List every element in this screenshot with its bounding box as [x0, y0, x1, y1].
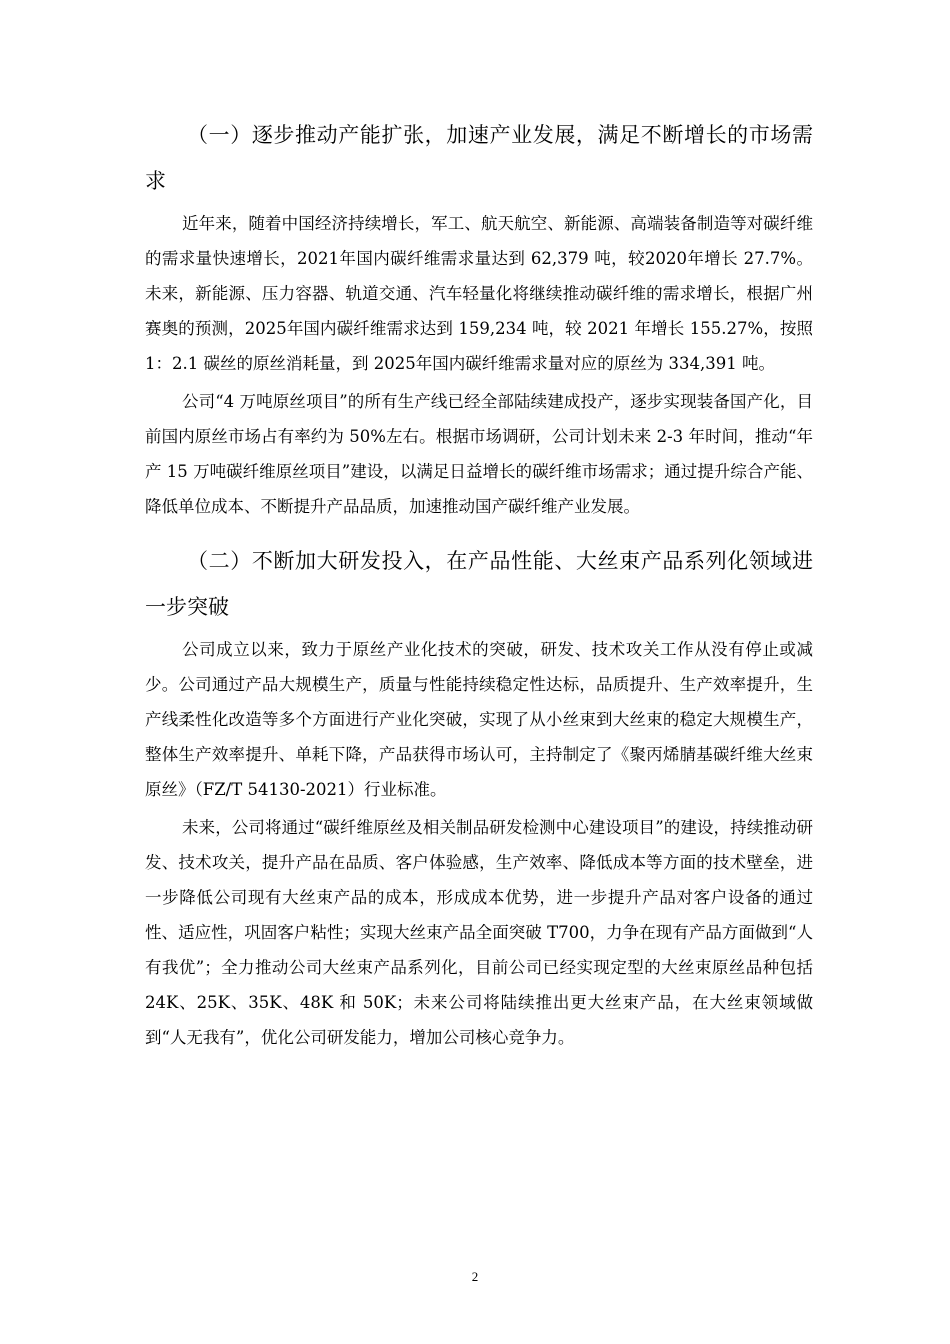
section-heading-2: （二）不断加大研发投入，在产品性能、大丝束产品系列化领域进一步突破 — [145, 549, 813, 619]
paragraph-rd-future: 未来，公司将通过“碳纤维原丝及相关制品研发检测中心建设项目”的建设，持续推动研发、技术攻关，提升产品在品质、客户体验感，生产效率、降低成本等方面的技术壁垒，进一步降低公司现有大丝束产品的成本，形成成本优势，进一步提升产品对客户设备的通过性、适应性，巩固客户粘性；实现大丝束产品全面突破 T700，力争在现有产品方面做到“人有我优”；全力推动公司大丝束产品系列化，目前公司已经实现定型的大丝束原丝品种包括24K、25K、35K、48K 和 50K；未来公司将陆续推出更大丝束产品，在大丝束领域做到“人无我有”，优化公司研发能力，增加公司核心竞争力。 — [145, 818, 813, 1047]
paragraph-capacity-plan: 公司“4 万吨原丝项目”的所有生产线已经全部陆续建成投产，逐步实现装备国产化，目前国内原丝市场占有率约为 50%左右。根据市场调研，公司计划未来 2-3 年时间，推动“年产 15 万吨碳纤维原丝项目”建设，以满足日益增长的碳纤维市场需求；通过提升综合产能、降低单位成本、不断提升产品品质，加速推动国产碳纤维产业发展。 — [145, 392, 813, 516]
section-heading-1: （一）逐步推动产能扩张，加速产业发展，满足不断增长的市场需求 — [145, 123, 813, 193]
paragraph-rd-history: 公司成立以来，致力于原丝产业化技术的突破，研发、技术攻关工作从没有停止或减少。公司通过产品大规模生产，质量与性能持续稳定性达标，品质提升、生产效率提升，生产线柔性化改造等多个方面进行产业化突破，实现了从小丝束到大丝束的稳定大规模生产，整体生产效率提升、单耗下降，产品获得市场认可，主持制定了《聚丙烯腈基碳纤维大丝束原丝》（FZ/T 54130-2021）行业标准。 — [145, 640, 813, 799]
page-number: 2 — [471, 1269, 479, 1284]
document-body — [145, 112, 813, 1055]
paragraph-demand-growth: 近年来，随着中国经济持续增长，军工、航天航空、新能源、高端装备制造等对碳纤维的需求量快速增长，2021年国内碳纤维需求量达到 62,379 吨，较2020年增长 27.7%。未来，新能源、压力容器、轨道交通、汽车轻量化将继续推动碳纤维的需求增长，根据广州赛奥的预测，2025年国内碳纤维需求达到 159,234 吨，较 2021 年增长 155.27%，按照 1：2.1 碳丝的原丝消耗量，到 2025年国内碳纤维需求量对应的原丝为 334,391 吨。 — [145, 214, 813, 373]
